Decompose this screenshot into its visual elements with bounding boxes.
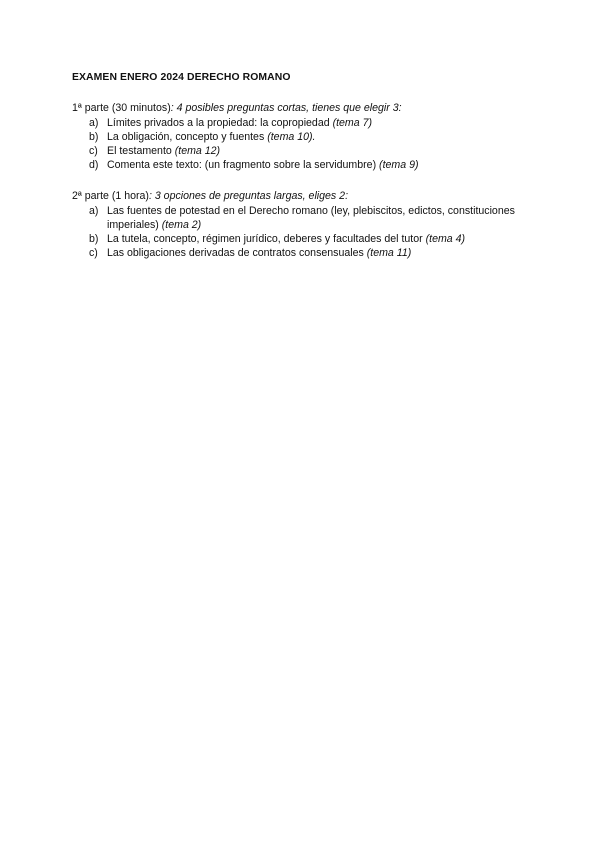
list-marker: c) <box>89 145 98 157</box>
question-topic: (tema 2) <box>161 219 202 231</box>
part-2-heading-instructions: : 3 opciones de preguntas largas, eliges 2: <box>148 190 349 202</box>
question-topic: (tema 12) <box>174 145 221 157</box>
list-marker: d) <box>89 159 99 171</box>
question-topic: (tema 10). <box>267 131 316 143</box>
question-text: El testamento <box>107 145 175 157</box>
part-1-heading <box>72 101 532 115</box>
question-item <box>72 232 532 246</box>
part-2-section <box>72 189 532 260</box>
part-2-heading-label: 2ª parte (1 hora) <box>72 190 149 202</box>
part-1-section <box>72 101 532 172</box>
question-item <box>72 158 532 172</box>
list-marker: b) <box>89 131 99 143</box>
part-2-question-list <box>72 204 532 260</box>
list-marker: a) <box>89 205 99 217</box>
question-item <box>72 116 532 130</box>
question-item <box>72 246 532 260</box>
part-2-heading <box>72 189 532 203</box>
list-marker: b) <box>89 233 99 245</box>
question-topic: (tema 4) <box>425 233 466 245</box>
list-marker: a) <box>89 117 99 129</box>
question-text: Comenta este texto: (un fragmento sobre la servidumbre) <box>107 159 380 171</box>
list-marker: c) <box>89 247 98 259</box>
part-1-question-list <box>72 116 532 172</box>
question-text: Límites privados a la propiedad: la copropiedad <box>107 117 333 129</box>
question-text: La tutela, concepto, régimen jurídico, deberes y facultades del tutor <box>107 233 426 245</box>
question-item <box>72 130 532 144</box>
question-item <box>72 204 532 232</box>
question-item <box>72 144 532 158</box>
question-text: Las fuentes de potestad en el Derecho romano (ley, plebiscitos, edictos, constituciones imperiales) <box>107 205 515 231</box>
part-1-heading-label: 1ª parte (30 minutos) <box>72 102 171 114</box>
question-text: La obligación, concepto y fuentes <box>107 131 268 143</box>
question-topic: (tema 7) <box>332 117 373 129</box>
question-text: Las obligaciones derivadas de contratos consensuales <box>107 247 367 259</box>
question-topic: (tema 9) <box>379 159 419 171</box>
part-1-heading-instructions: : 4 posibles preguntas cortas, tienes que elegir 3: <box>170 102 402 114</box>
exam-title: EXAMEN ENERO 2024 DERECHO ROMANO <box>72 72 291 83</box>
question-topic: (tema 11) <box>366 247 412 259</box>
